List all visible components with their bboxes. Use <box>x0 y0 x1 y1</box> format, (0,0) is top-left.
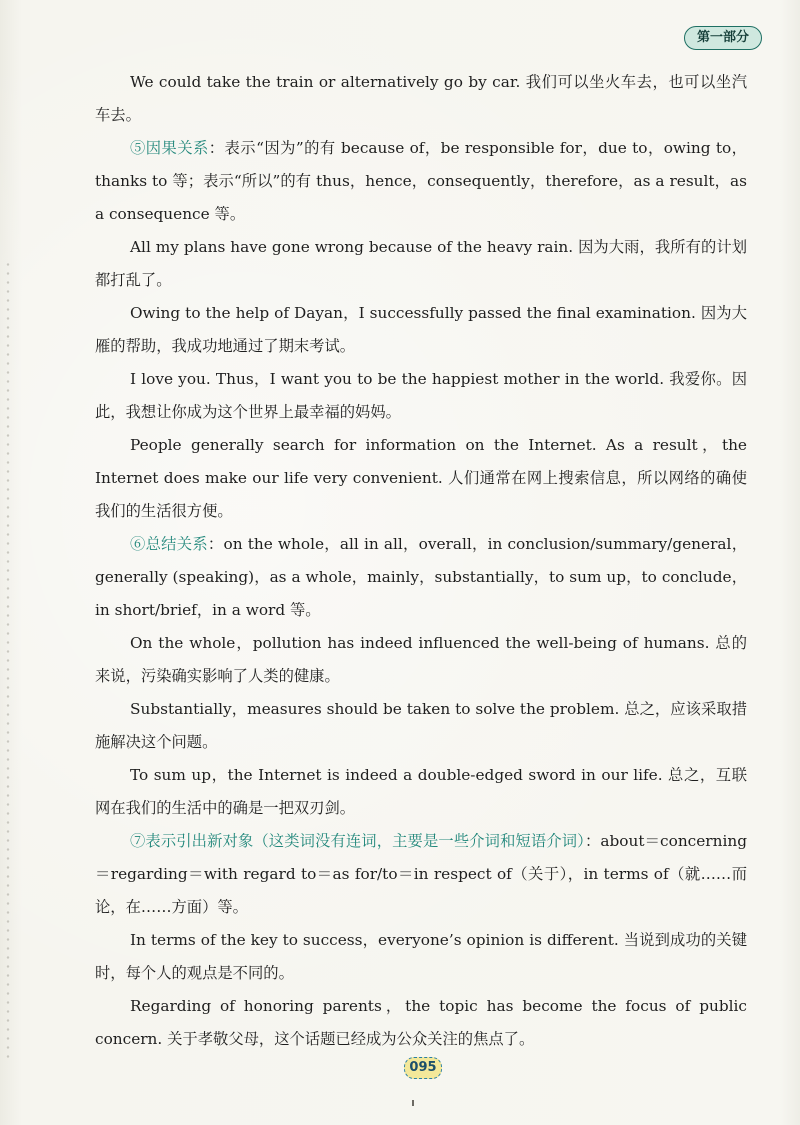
paragraph-text: ：on the whole，all in all，overall，in conclusion/summary/general，generally (speaking)，as a whole，mainly，substantially，to sum up，to conclude，in short/brief，in a word 等。 <box>95 535 747 619</box>
category-heading: ⑥总结关系 <box>130 535 208 553</box>
paragraph-text: To sum up，the Internet is indeed a double-edged sword in our life. 总之，互联网在我们的生活中的确是一把双刃剑。 <box>95 766 747 817</box>
paragraph-text: On the whole，pollution has indeed influenced the well-being of humans. 总的来说，污染确实影响了人类的健康。 <box>95 634 747 685</box>
binding-edge <box>6 260 10 1060</box>
paragraph-text: In terms of the key to success，everyone’s opinion is different. 当说到成功的关键时，每个人的观点是不同的。 <box>95 931 747 982</box>
paragraph-12 <box>95 924 747 990</box>
paragraph-3 <box>95 231 747 297</box>
paragraph-10 <box>95 759 747 825</box>
paragraph-1 <box>95 66 747 132</box>
paragraph-text: ：表示“因为”的有 because of，be responsible for，due to，owing to，thanks to 等；表示“所以”的有 thus，hence，consequently，therefore，as a result，as a consequence 等。 <box>95 139 747 223</box>
paragraph-new-object <box>95 825 747 924</box>
paragraph-text: Substantially，measures should be taken to solve the problem. 总之，应该采取措施解决这个问题。 <box>95 700 747 751</box>
paragraph-8 <box>95 627 747 693</box>
category-heading: ⑦表示引出新对象（这类词没有连词，主要是一些介词和短语介词） <box>130 832 585 850</box>
print-speck <box>412 1100 414 1106</box>
paragraph-text: People generally search for information on the Internet. As a result，the Internet does make our life very convenient. 人们通常在网上搜索信息，所以网络的确使我们的生活很方便。 <box>95 436 747 520</box>
paragraph-text: Regarding of honoring parents，the topic has become the focus of public concern. 关于孝敬父母，这个话题已经成为公众关注的焦点了。 <box>95 997 747 1048</box>
section-tag: 第一部分 <box>684 26 762 50</box>
paragraph-text: All my plans have gone wrong because of the heavy rain. 因为大雨，我所有的计划都打乱了。 <box>95 238 747 289</box>
paragraph-summary <box>95 528 747 627</box>
page-number: 095 <box>404 1057 442 1079</box>
paragraph-text: ：about＝concerning＝regarding＝with regard to＝as for/to＝in respect of（关于），in terms of（就……而论，在……方面）等。 <box>95 832 747 916</box>
paragraph-text: I love you. Thus，I want you to be the happiest mother in the world. 我爱你。因此，我想让你成为这个世界上最幸福的妈妈。 <box>95 370 747 421</box>
paragraph-text: We could take the train or alternatively go by car. 我们可以坐火车去，也可以坐汽车去。 <box>95 73 747 124</box>
paragraph-6 <box>95 429 747 528</box>
paragraph-4 <box>95 297 747 363</box>
paragraph-cause-effect <box>95 132 747 231</box>
paragraph-9 <box>95 693 747 759</box>
paragraph-5 <box>95 363 747 429</box>
paragraph-13 <box>95 990 747 1056</box>
paragraph-text: Owing to the help of Dayan，I successfully passed the final examination. 因为大雁的帮助，我成功地通过了期末考试。 <box>95 304 747 355</box>
page-content <box>95 66 747 1056</box>
category-heading: ⑤因果关系 <box>130 139 209 157</box>
